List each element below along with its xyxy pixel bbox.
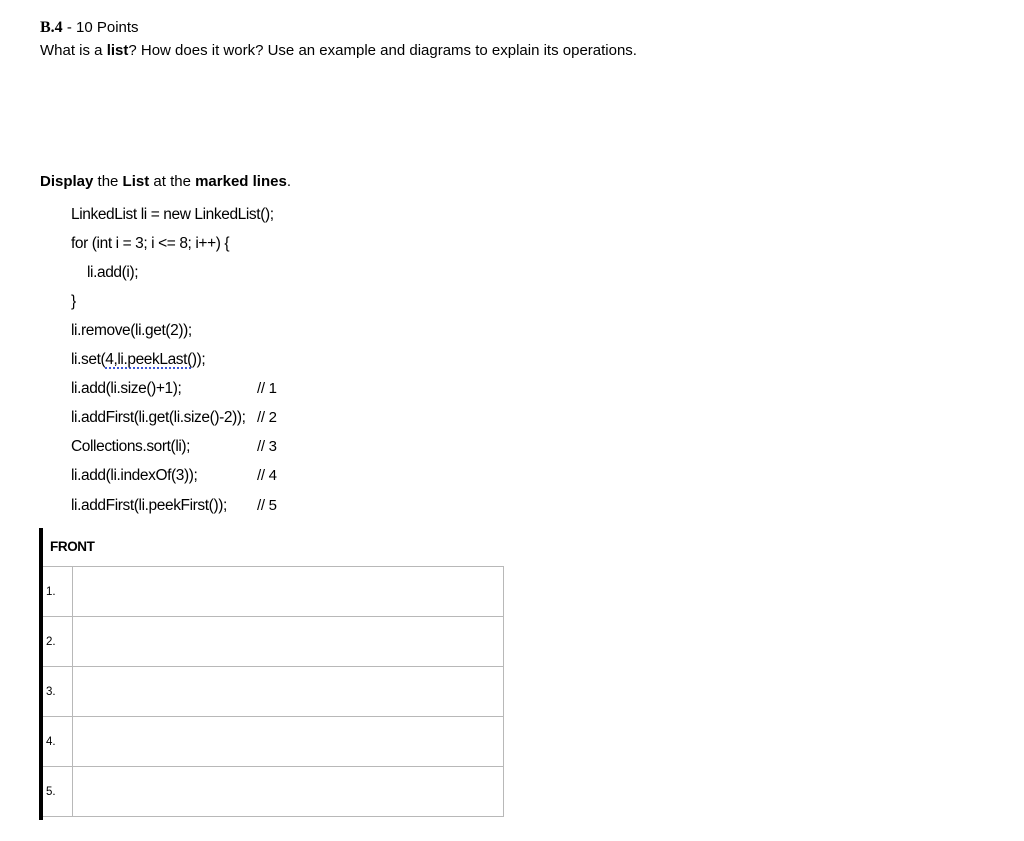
instruction-keyword: List — [122, 173, 150, 190]
code-marker-comment: // 3 — [257, 438, 277, 455]
code-line: li.add(li.indexOf(3)); — [71, 467, 198, 484]
code-line: li.remove(li.get(2)); — [71, 322, 192, 339]
question-points: - 10 Points — [66, 19, 139, 36]
code-fragment: )); — [191, 351, 206, 368]
answer-row — [43, 567, 504, 617]
code-line: li.addFirst(li.peekFirst()); — [71, 497, 227, 514]
code-marker-comment: // 4 — [257, 467, 277, 484]
code-fragment: li.set( — [71, 351, 106, 368]
instruction-part: at the — [149, 173, 196, 190]
code-line: li.add(li.size()+1); — [71, 380, 182, 397]
row-number: 5. — [43, 767, 72, 817]
code-marker-comment: // 5 — [257, 497, 277, 514]
answer-cell[interactable] — [72, 717, 503, 767]
question-number: B.4 — [40, 19, 63, 36]
instruction-keyword: Display — [40, 173, 94, 190]
spellcheck-underline-fragment: 4,li.peekLast( — [105, 351, 192, 368]
answer-table — [43, 566, 504, 817]
question-text-part: What is a — [40, 42, 107, 59]
code-line: li.addFirst(li.get(li.size()-2)); — [71, 409, 246, 426]
instruction-part: the — [93, 173, 123, 190]
code-marker-comment: // 2 — [257, 409, 277, 426]
question-text — [40, 41, 637, 61]
row-number: 3. — [43, 667, 72, 717]
instruction-keyword: marked lines — [195, 173, 287, 190]
code-line: } — [71, 293, 76, 310]
instruction-text — [40, 172, 291, 192]
question-text-keyword: list — [106, 42, 129, 59]
answer-cell[interactable] — [72, 667, 503, 717]
answer-cell[interactable] — [72, 567, 503, 617]
instruction-part: . — [286, 173, 291, 190]
answer-row — [43, 667, 504, 717]
answer-row — [43, 767, 504, 817]
answer-row — [43, 617, 504, 667]
row-number: 1. — [43, 567, 72, 617]
answer-row — [43, 717, 504, 767]
code-marker-comment: // 1 — [257, 380, 277, 397]
code-line: LinkedList li = new LinkedList(); — [71, 206, 274, 223]
code-line — [71, 350, 205, 370]
code-line: li.add(i); — [87, 264, 139, 281]
answer-cell[interactable] — [72, 767, 503, 817]
row-number: 2. — [43, 617, 72, 667]
code-line: Collections.sort(li); — [71, 438, 191, 455]
question-header — [40, 18, 139, 38]
row-number: 4. — [43, 717, 72, 767]
question-text-part: ? How does it work? Use an example and diagrams to explain its operations. — [128, 42, 637, 59]
code-line: for (int i = 3; i <= 8; i++) { — [71, 235, 230, 252]
answer-cell[interactable] — [72, 617, 503, 667]
front-label: FRONT — [50, 539, 95, 554]
